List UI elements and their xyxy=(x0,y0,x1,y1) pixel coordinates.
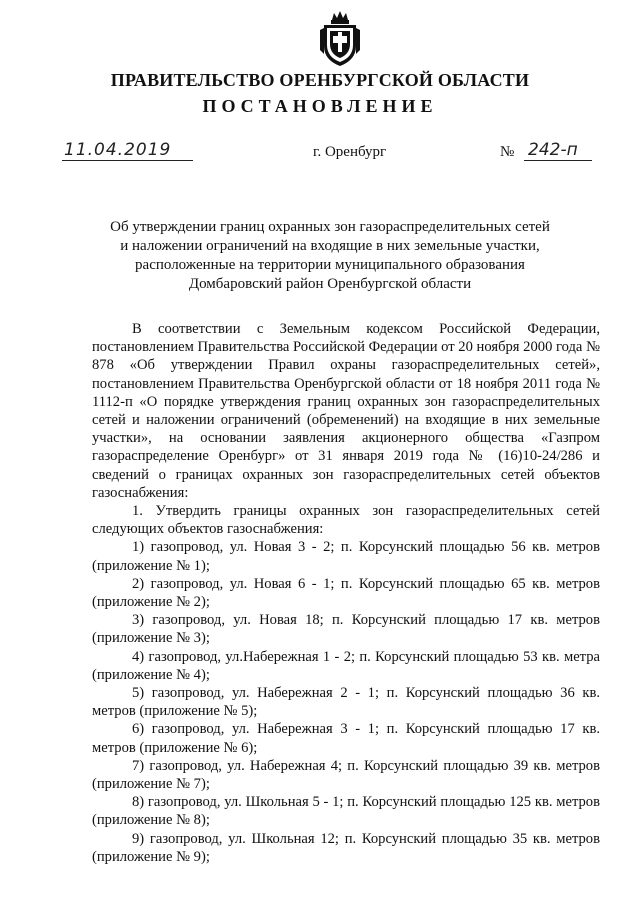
list-item: 7) газопровод, ул. Набережная 4; п. Корсунский площадью 39 кв. метров (приложение № 7); xyxy=(92,757,600,793)
list-item: 9) газопровод, ул. Школьная 12; п. Корсунский площадью 35 кв. метров (приложение № 9); xyxy=(92,830,600,865)
title-line: Домбаровский район Оренбургской области xyxy=(188,276,472,292)
title-line: расположенные на территории муниципального образования xyxy=(135,257,525,273)
document-number: 242-п xyxy=(524,140,592,161)
document-title xyxy=(80,218,580,294)
document-date: 11.04.2019 xyxy=(62,140,193,161)
title-line: Об утверждении границ охранных зон газораспределительных сетей xyxy=(110,219,550,235)
document-city: г. Оренбург xyxy=(313,144,387,160)
document-type: ПОСТАНОВЛЕНИЕ xyxy=(202,96,438,116)
list-item: 1) газопровод, ул. Новая 3 - 2; п. Корсунский площадью 56 кв. метров (приложение № 1); xyxy=(92,539,600,574)
number-label: № xyxy=(500,144,515,160)
preamble-paragraph: В соответствии с Земельным кодексом Российской Федерации, постановлением Правительства Российской Федерации от 20 ноября 2000 года № 878 «Об утверждении Правил охраны газораспределительных сетей», постановлением Правительства Оренбургской области от 18 ноября 2011 года № 1112-п «О порядке утверждения границ охранных зон газораспределительных сетей и наложении ограничений (обременений) на входящие в них земельные участки», на основании заявления акционерного общества «Газпром газораспределение Оренбург» от 31 января 2019 года № (16)10-24/286 и сведений о границах охранных зон газораспределительных сетей объектов газоснабжения: xyxy=(92,321,600,501)
list-item: 5) газопровод, ул. Набережная 2 - 1; п. Корсунский площадью 36 кв. метров (приложение № 5); xyxy=(92,685,600,720)
list-item: 8) газопровод, ул. Школьная 5 - 1; п. Корсунский площадью 125 кв. метров (приложение № 8); xyxy=(92,794,600,829)
document-body xyxy=(92,320,600,866)
title-line: и наложении ограничений на входящие в них земельные участки, xyxy=(120,238,540,254)
list-item: 3) газопровод, ул. Новая 18; п. Корсунский площадью 17 кв. метров (приложение № 3); xyxy=(92,612,600,647)
list-item: 4) газопровод, ул.Набережная 1 - 2; п. Корсунский площадью 53 кв. метра (приложение № 4); xyxy=(92,648,600,683)
organization-name: ПРАВИТЕЛЬСТВО ОРЕНБУРГСКОЙ ОБЛАСТИ xyxy=(110,70,530,90)
list-item: 6) газопровод, ул. Набережная 3 - 1; п. Корсунский площадью 17 кв. метров (приложение № 6); xyxy=(92,721,600,756)
list-item: 2) газопровод, ул. Новая 6 - 1; п. Корсунский площадью 65 кв. метров (приложение № 2); xyxy=(92,575,600,611)
clause-paragraph: 1. Утвердить границы охранных зон газораспределительных сетей следующих объектов газоснабжения: xyxy=(92,503,600,538)
coat-of-arms-icon xyxy=(318,10,362,68)
